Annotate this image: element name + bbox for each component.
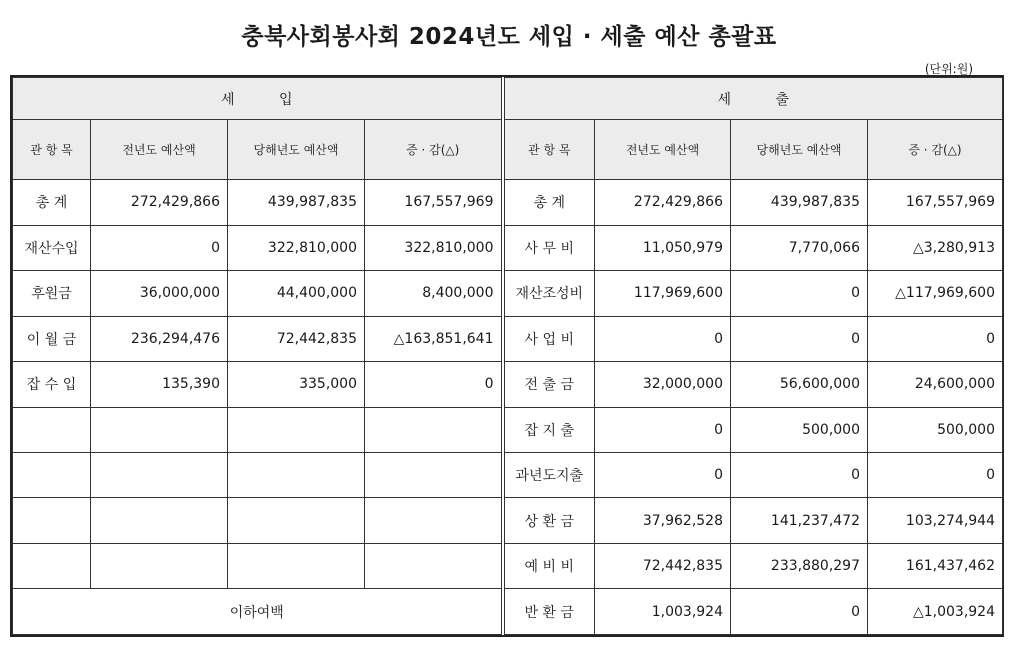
income-prev-year: 236,294,476 bbox=[91, 316, 228, 361]
income-curr-year: 335,000 bbox=[228, 362, 365, 407]
expense-curr-year: 0 bbox=[731, 316, 868, 361]
expense-col-change: 증 · 감(△) bbox=[868, 120, 1003, 180]
expense-prev-year: 117,969,600 bbox=[595, 271, 731, 316]
expense-section-header: 세 출 bbox=[503, 78, 1003, 120]
expense-prev-year: 32,000,000 bbox=[595, 362, 731, 407]
budget-table-wrapper bbox=[10, 75, 1004, 637]
expense-curr-year: 233,880,297 bbox=[731, 543, 868, 588]
expense-label: 잡 지 출 bbox=[503, 407, 595, 452]
income-section-header: 세 입 bbox=[13, 78, 503, 120]
table-row bbox=[13, 453, 1003, 498]
income-empty-cell bbox=[228, 453, 365, 498]
expense-prev-year: 0 bbox=[595, 316, 731, 361]
income-empty-cell bbox=[91, 543, 228, 588]
income-prev-year: 0 bbox=[91, 225, 228, 270]
page-title: 충북사회봉사회 2024년도 세입 · 세출 예산 총괄표 bbox=[241, 24, 777, 50]
income-change: 167,557,969 bbox=[365, 180, 503, 225]
expense-col-curr-year: 당해년도 예산액 bbox=[731, 120, 868, 180]
table-row bbox=[13, 225, 1003, 270]
expense-curr-year: 0 bbox=[731, 271, 868, 316]
expense-label: 과년도지출 bbox=[503, 453, 595, 498]
expense-change: 24,600,000 bbox=[868, 362, 1003, 407]
income-empty-cell bbox=[91, 407, 228, 452]
expense-prev-year: 72,442,835 bbox=[595, 543, 731, 588]
income-empty-cell bbox=[91, 453, 228, 498]
income-empty-cell bbox=[365, 453, 503, 498]
income-label: 재산수입 bbox=[13, 225, 91, 270]
income-curr-year: 72,442,835 bbox=[228, 316, 365, 361]
income-prev-year: 135,390 bbox=[91, 362, 228, 407]
expense-curr-year: 56,600,000 bbox=[731, 362, 868, 407]
expense-label: 사 업 비 bbox=[503, 316, 595, 361]
income-empty-cell bbox=[365, 543, 503, 588]
expense-change: 167,557,969 bbox=[868, 180, 1003, 225]
income-empty-cell bbox=[228, 498, 365, 543]
table-row bbox=[13, 180, 1003, 225]
expense-change: 500,000 bbox=[868, 407, 1003, 452]
table-row bbox=[13, 316, 1003, 361]
income-change: △163,851,641 bbox=[365, 316, 503, 361]
budget-summary-table bbox=[12, 77, 1003, 635]
expense-change: △3,280,913 bbox=[868, 225, 1003, 270]
expense-prev-year: 37,962,528 bbox=[595, 498, 731, 543]
expense-curr-year: 0 bbox=[731, 453, 868, 498]
income-col-change: 증 · 감(△) bbox=[365, 120, 503, 180]
expense-label: 전 출 금 bbox=[503, 362, 595, 407]
expense-curr-year: 0 bbox=[731, 589, 868, 635]
income-change: 322,810,000 bbox=[365, 225, 503, 270]
income-empty-cell bbox=[13, 453, 91, 498]
expense-change: 161,437,462 bbox=[868, 543, 1003, 588]
expense-change: △1,003,924 bbox=[868, 589, 1003, 635]
expense-label: 총 계 bbox=[503, 180, 595, 225]
expense-prev-year: 272,429,866 bbox=[595, 180, 731, 225]
unit-note: (단위:원) bbox=[924, 62, 973, 76]
expense-curr-year: 141,237,472 bbox=[731, 498, 868, 543]
income-col-prev-year: 전년도 예산액 bbox=[91, 120, 228, 180]
income-curr-year: 44,400,000 bbox=[228, 271, 365, 316]
column-header-row bbox=[13, 120, 1003, 180]
income-col-category: 관 항 목 bbox=[13, 120, 91, 180]
expense-col-prev-year: 전년도 예산액 bbox=[595, 120, 731, 180]
income-label: 잡 수 입 bbox=[13, 362, 91, 407]
table-row bbox=[13, 362, 1003, 407]
table-row bbox=[13, 407, 1003, 452]
section-header-row bbox=[13, 78, 1003, 120]
expense-change: 0 bbox=[868, 316, 1003, 361]
table-row bbox=[13, 543, 1003, 588]
income-empty-cell bbox=[13, 407, 91, 452]
expense-curr-year: 7,770,066 bbox=[731, 225, 868, 270]
expense-col-category: 관 항 목 bbox=[503, 120, 595, 180]
income-label: 후원금 bbox=[13, 271, 91, 316]
expense-curr-year: 500,000 bbox=[731, 407, 868, 452]
income-empty-cell bbox=[365, 498, 503, 543]
income-change: 8,400,000 bbox=[365, 271, 503, 316]
income-empty-cell bbox=[91, 498, 228, 543]
expense-label: 상 환 금 bbox=[503, 498, 595, 543]
expense-curr-year: 439,987,835 bbox=[731, 180, 868, 225]
expense-prev-year: 1,003,924 bbox=[595, 589, 731, 635]
income-empty-cell bbox=[365, 407, 503, 452]
table-row bbox=[13, 498, 1003, 543]
income-empty-cell bbox=[228, 407, 365, 452]
expense-label: 사 무 비 bbox=[503, 225, 595, 270]
income-empty-cell bbox=[13, 543, 91, 588]
income-curr-year: 439,987,835 bbox=[228, 180, 365, 225]
income-change: 0 bbox=[365, 362, 503, 407]
expense-change: △117,969,600 bbox=[868, 271, 1003, 316]
expense-label: 반 환 금 bbox=[503, 589, 595, 635]
income-curr-year: 322,810,000 bbox=[228, 225, 365, 270]
blank-note: 이하여백 bbox=[13, 589, 503, 635]
income-col-curr-year: 당해년도 예산액 bbox=[228, 120, 365, 180]
table-row bbox=[13, 589, 1003, 635]
expense-prev-year: 0 bbox=[595, 453, 731, 498]
expense-change: 0 bbox=[868, 453, 1003, 498]
expense-label: 재산조성비 bbox=[503, 271, 595, 316]
expense-prev-year: 0 bbox=[595, 407, 731, 452]
income-empty-cell bbox=[13, 498, 91, 543]
expense-change: 103,274,944 bbox=[868, 498, 1003, 543]
expense-prev-year: 11,050,979 bbox=[595, 225, 731, 270]
table-row bbox=[13, 271, 1003, 316]
income-label: 이 월 금 bbox=[13, 316, 91, 361]
income-prev-year: 272,429,866 bbox=[91, 180, 228, 225]
income-label: 총 계 bbox=[13, 180, 91, 225]
expense-label: 예 비 비 bbox=[503, 543, 595, 588]
income-empty-cell bbox=[228, 543, 365, 588]
income-prev-year: 36,000,000 bbox=[91, 271, 228, 316]
